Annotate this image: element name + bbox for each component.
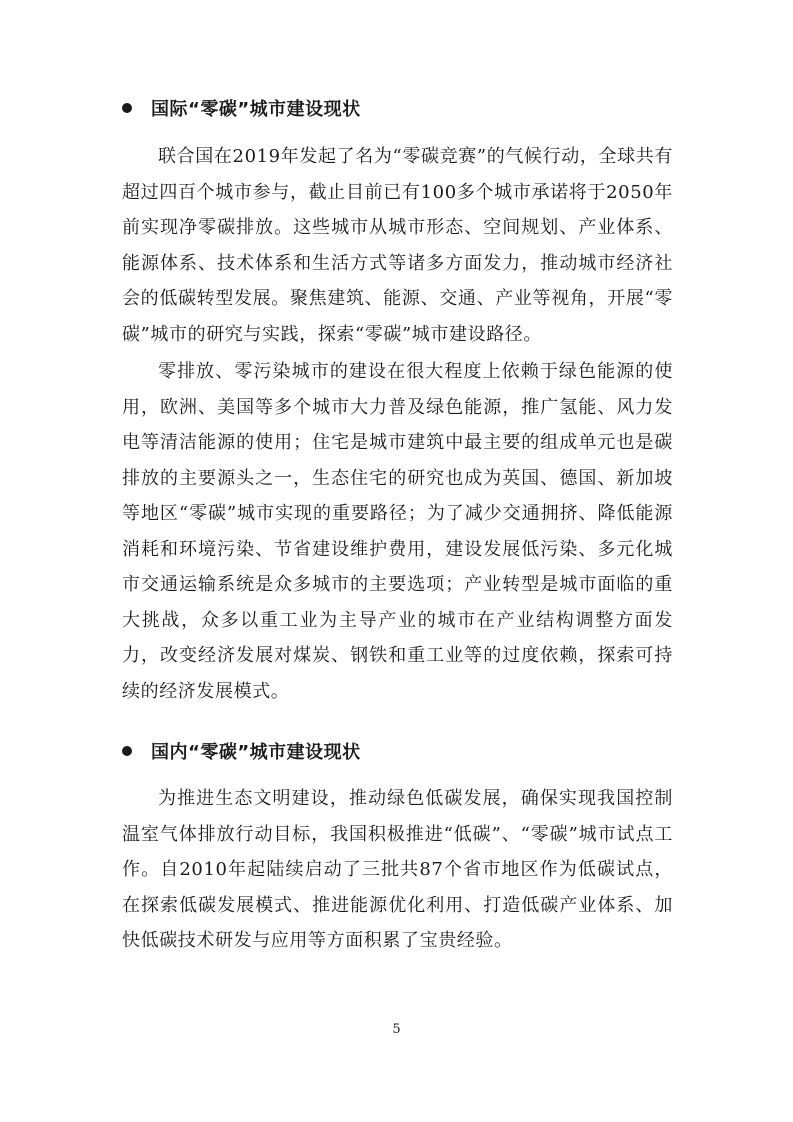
- paragraph: 联合国在2019年发起了名为“零碳竞赛”的气候行动，全球共有超过四百个城市参与，截止目前已有100多个城市承诺将于2050年前实现净零碳排放。这些城市从城市形态、空间规划、产业体系、能源体系、技术体系和生活方式等诸多方面发力，推动城市经济社会的低碳转型发展。聚焦建筑、能源、交通、产业等视角，开展“零碳”城市的研究与实践，探索“零碳”城市建设路径。: [122, 146, 673, 345]
- paragraph: 为推进生态文明建设，推动绿色低碳发展，确保实现我国控制温室气体排放行动目标，我国积极推进“低碳”、“零碳”城市试点工作。自2010年起陆续启动了三批共87个省市地区作为低碳试点，在探索低碳发展模式、推进能源优化利用、打造低碳产业体系、加快低碳技术研发与应用等方面积累了宝贵经验。: [122, 788, 673, 951]
- section-heading-international: [122, 93, 361, 123]
- section-title: 国内“零碳”城市建设现状: [151, 742, 361, 763]
- section-heading-domestic: [122, 736, 361, 766]
- paragraph: 零排放、零污染城市的建设在很大程度上依赖于绿色能源的使用，欧洲、美国等多个城市大力普及绿色能源，推广氢能、风力发电等清洁能源的使用；住宅是城市建筑中最主要的组成单元也是碳排放的主要源头之一，生态住宅的研究也成为英国、德国、新加坡等地区“零碳”城市实现的重要路径；为了减少交通拥挤、降低能源消耗和环境污染、节省建设维护费用，建设发展低污染、多元化城市交通运输系统是众多城市的主要选项；产业转型是城市面临的重大挑战，众多以重工业为主导产业的城市在产业结构调整方面发力，改变经济发展对煤炭、钢铁和重工业等的过度依赖，探索可持续的经济发展模式。: [122, 361, 673, 702]
- section-title: 国际“零碳”城市建设现状: [151, 99, 361, 120]
- page-number: 5: [392, 1022, 401, 1037]
- bullet-icon: [122, 746, 132, 756]
- bullet-icon: [122, 103, 132, 113]
